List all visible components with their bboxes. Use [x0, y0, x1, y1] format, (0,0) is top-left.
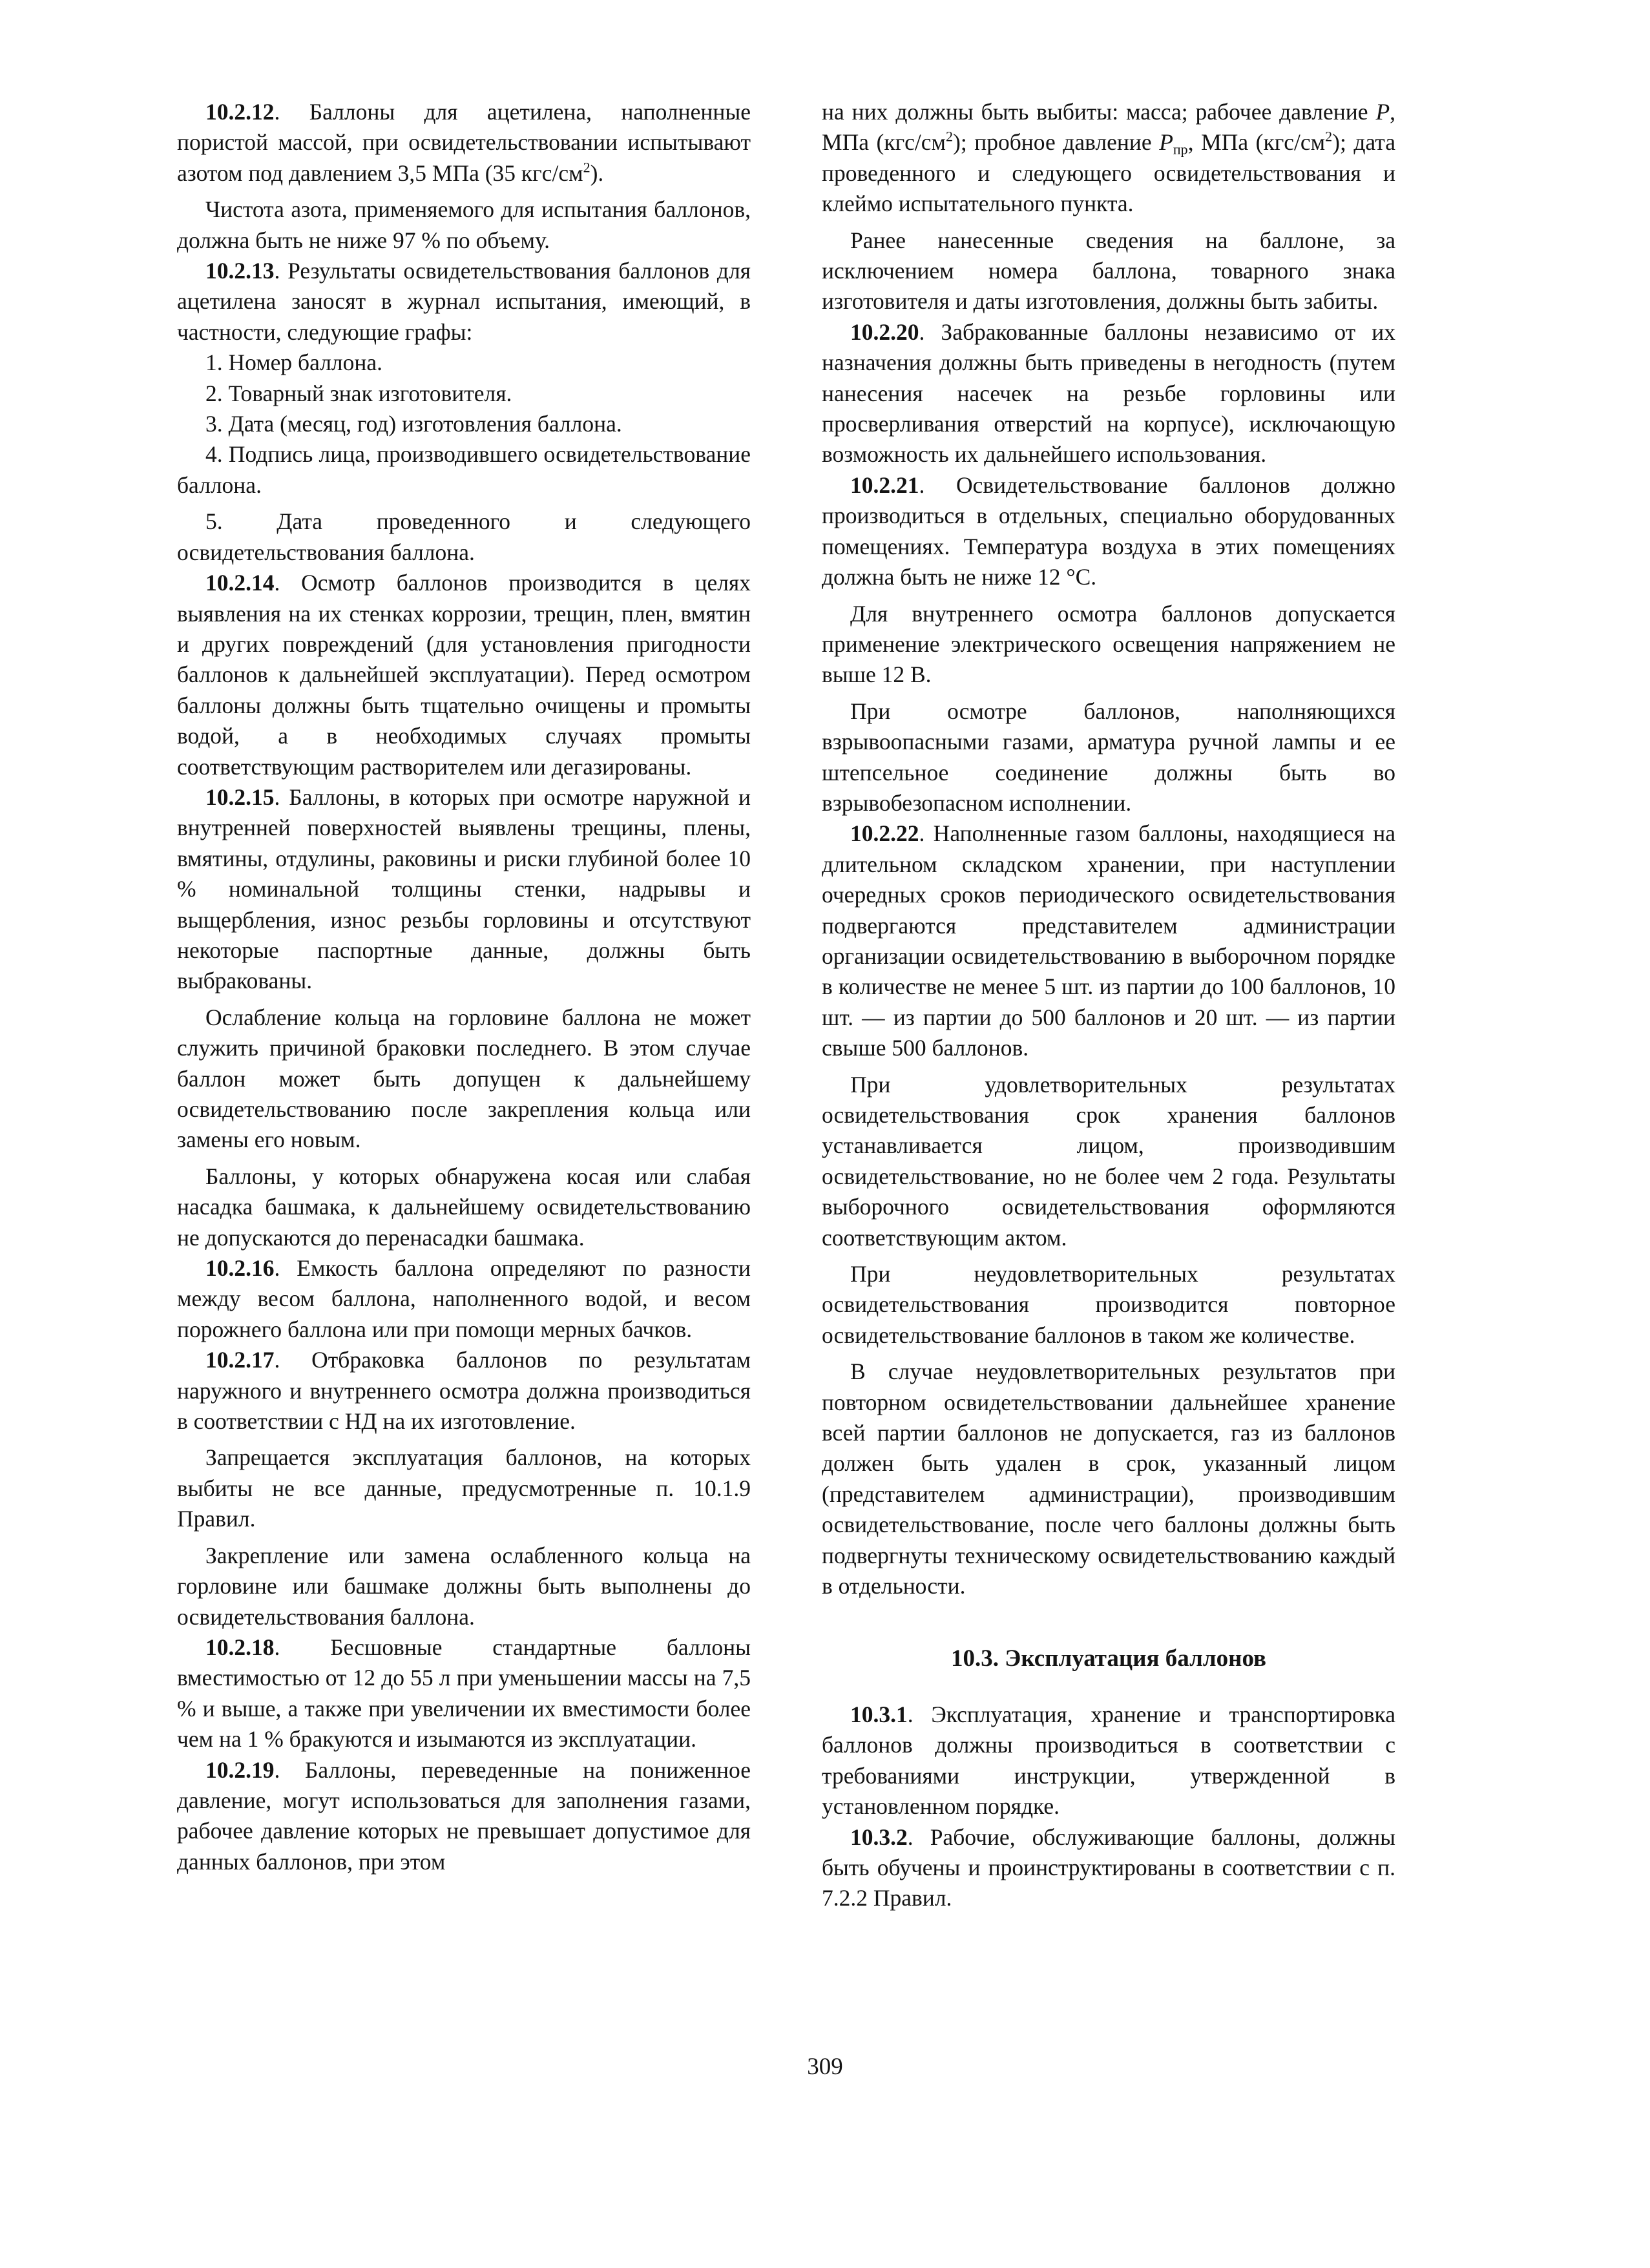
clause-number: 10.3.1 [850, 1701, 908, 1727]
clause-text: . Результаты освидетельствования баллонов для ацетилена заносят в журнал испытания, имеющий, в частности, следующие графы: [177, 258, 751, 345]
paragraph-10-2-12 [177, 97, 751, 189]
superscript: 2 [583, 159, 590, 176]
clause-number: 10.2.18 [205, 1634, 275, 1660]
right-column [822, 97, 1395, 1914]
paragraph-10-2-17 [177, 1345, 751, 1437]
paragraph-earlier: Ранее нанесенные сведения на баллоне, за исключением номера баллона, товарного знака изготовителя и даты изготовления, должны быть забиты. [822, 227, 1395, 315]
superscript: 2 [1325, 128, 1333, 145]
clause-text: . Баллоны для ацетилена, наполненные пористой массой, при освидетельствовании испытывают азотом под давлением 3,5 МПа (35 кгс/см [177, 99, 751, 186]
paragraph-fixing: Закрепление или замена ослабленного кольца на горловине или башмаке должны быть выполнены до освидетельствования баллона. [177, 1542, 751, 1630]
paragraph-10-2-13 [177, 256, 751, 348]
paragraph-10-2-21 [822, 470, 1395, 593]
clause-number: 10.2.16 [205, 1255, 275, 1282]
clause-number: 10.2.19 [205, 1756, 275, 1783]
paragraph-10-2-16 [177, 1253, 751, 1345]
paragraph-satisfactory: При удовлетворительных результатах освидетельствования срок хранения баллонов устанавливается лицом, производившим освидетельствование, но не более чем 2 года. Результаты выборочного освидетельствования оформляются соответствующим актом. [822, 1071, 1395, 1251]
clause-number: 10.2.21 [850, 472, 919, 498]
paragraph-nitrogen: Чистота азота, применяемого для испытания баллонов, должна быть не ниже 97 % по объему. [177, 196, 751, 253]
text-run: на них должны быть выбиты: масса; рабочее давление [822, 99, 1376, 125]
clause-text: . Емкость баллона определяют по разности между весом баллона, наполненного водой, и весом порожнего баллона или при помощи мерных бачков. [177, 1255, 751, 1342]
paragraph-10-2-14 [177, 568, 751, 782]
list-item: 5. Дата проведенного и следующего освидетельствования баллона. [177, 508, 751, 565]
clause-text: . Осмотр баллонов производится в целях выявления на их стенках коррозии, трещин, плен, вмятин и других повреждений (для установления пригодности баллонов к дальнейшей эксплуатации). Перед осмотром баллоны должны быть тщательно очищены и промыты водой, а в необходимых случаях промыты соответствующим растворителем или дегазированы. [177, 570, 751, 780]
paragraph-explosive: При осмотре баллонов, наполняющихся взрывоопасными газами, арматура ручной лампы и ее штепсельное соединение должны быть во взрывобезопасном исполнении. [822, 698, 1395, 816]
paragraph-prohibit: Запрещается эксплуатация баллонов, на которых выбиты не все данные, предусмотренные п. 10.1.9 Правил. [177, 1444, 751, 1532]
paragraph-light: Для внутреннего осмотра баллонов допускается применение электрического освещения напряжением не выше 12 В. [822, 600, 1395, 688]
text-run: ); дата проведенного и следующего освидетельствования и клеймо испытательного пункта. [822, 129, 1395, 217]
clause-number: 10.2.12 [205, 99, 275, 125]
clause-text: . Баллоны, в которых при осмотре наружной и внутренней поверхностей выявлены трещины, плены, вмятины, отдулины, раковины и риски глубиной более 10 % номинальной толщины стенки, надрывы и выщербления, износ резьбы горловины и отсутствуют некоторые паспортные данные, должны быть выбракованы. [177, 784, 751, 994]
paragraph-10-2-18 [177, 1632, 751, 1755]
clause-number: 10.2.17 [205, 1347, 275, 1373]
subscript: пр [1173, 141, 1188, 158]
paragraph-10-2-19 [177, 1755, 751, 1878]
symbol-p-pr: P [1159, 129, 1173, 156]
paragraph-10-2-15 [177, 782, 751, 997]
paragraph-10-3-1 [822, 1700, 1395, 1822]
clause-text: . Освидетельствование баллонов должно производиться в отдельных, специально оборудованных помещениях. Температура воздуха в этих помещениях должна быть не ниже 12 °С. [822, 472, 1395, 590]
paragraph-continuation [822, 97, 1395, 220]
paragraph-unsatisfactory: При неудовлетворительных результатах освидетельствования производится повторное освидетельствование баллонов в таком же количестве. [822, 1261, 1395, 1348]
paragraph-ring: Ослабление кольца на горловине баллона не может служить причиной браковки последнего. В этом случае баллон может быть допущен к дальнейшему освидетельствованию после закрепления кольца или замены его новым. [177, 1004, 751, 1153]
clause-text: . Отбраковка баллонов по результатам наружного и внутреннего осмотра должна производиться в соответствии с НД на их изготовление. [177, 1347, 751, 1435]
clause-number: 10.3.2 [850, 1824, 908, 1850]
clause-number: 10.2.22 [850, 820, 919, 847]
clause-number: 10.2.20 [850, 318, 919, 345]
paragraph-10-3-2 [822, 1822, 1395, 1914]
list-item: 1. Номер баллона. [205, 349, 382, 376]
list-item: 3. Дата (месяц, год) изготовления баллона. [205, 411, 622, 437]
paragraph-10-2-22 [822, 818, 1395, 1063]
page-number: 309 [807, 2054, 843, 2080]
clause-text: . Забракованные баллоны независимо от их назначения должны быть приведены в негодность (путем нанесения насечек на резьбе горловины или просверливания отверстий на корпусе), исключающую возможность их дальнейшего использования. [822, 318, 1395, 468]
superscript: 2 [946, 128, 953, 145]
text-run: , МПа (кгс/см [822, 99, 1395, 156]
clause-text-end: ). [590, 160, 604, 186]
list-item: 2. Товарный знак изготовителя. [205, 380, 512, 406]
clause-number: 10.2.14 [205, 570, 275, 596]
clause-text: . Эксплуатация, хранение и транспортировка баллонов должны производиться в соответствии с требованиями инструкции, утвержденной в установленном порядке. [822, 1701, 1395, 1820]
clause-text: . Баллоны, переведенные на пониженное давление, могут использоваться для заполнения газами, рабочее давление которых не превышает допустимое для данных баллонов, при этом [177, 1756, 751, 1875]
section-heading: 10.3. Эксплуатация баллонов [950, 1645, 1267, 1672]
clause-number: 10.2.15 [205, 784, 275, 810]
text-run: ); пробное давление [953, 129, 1160, 156]
list-item: 4. Подпись лица, производившего освидетельствование баллона. [177, 441, 751, 498]
clause-text: . Рабочие, обслуживающие баллоны, должны быть обучены и проинструктированы в соответствии с п. 7.2.2 Правил. [822, 1824, 1395, 1911]
paragraph-shoe: Баллоны, у которых обнаружена косая или слабая насадка башмака, к дальнейшему освидетельствованию не допускаются до перенасадки башмака. [177, 1163, 751, 1251]
text-run: , МПа (кгс/см [1187, 129, 1326, 156]
paragraph-repeat: В случае неудовлетворительных результатов при повторном освидетельствовании дальнейшее хранение всей партии баллонов не допускается, газ из баллонов должен быть удален в срок, указанный лицом (представителем администрации), производившим освидетельствование, после чего баллоны должны быть подвергнуты техническому освидетельствованию каждый в отдельности. [822, 1358, 1395, 1599]
clause-number: 10.2.13 [205, 258, 275, 284]
clause-text: . Наполненные газом баллоны, находящиеся на длительном складском хранении, при наступлении очередных сроков периодического освидетельствования подвергаются представителем администрации организации освидетельствованию в выборочном порядке в количестве не менее 5 шт. из партии до 100 баллонов, 10 шт. — из партии до 500 баллонов и 20 шт. — из партии свыше 500 баллонов. [822, 820, 1395, 1061]
paragraph-10-2-20 [822, 317, 1395, 470]
clause-text: . Бесшовные стандартные баллоны вместимостью от 12 до 55 л при уменьшении массы на 7,5 % и выше, а также при увеличении их вместимости более чем на 1 % бракуются и изымаются из эксплуатации. [177, 1634, 751, 1753]
symbol-p: P [1375, 99, 1390, 125]
left-column [177, 97, 751, 1877]
